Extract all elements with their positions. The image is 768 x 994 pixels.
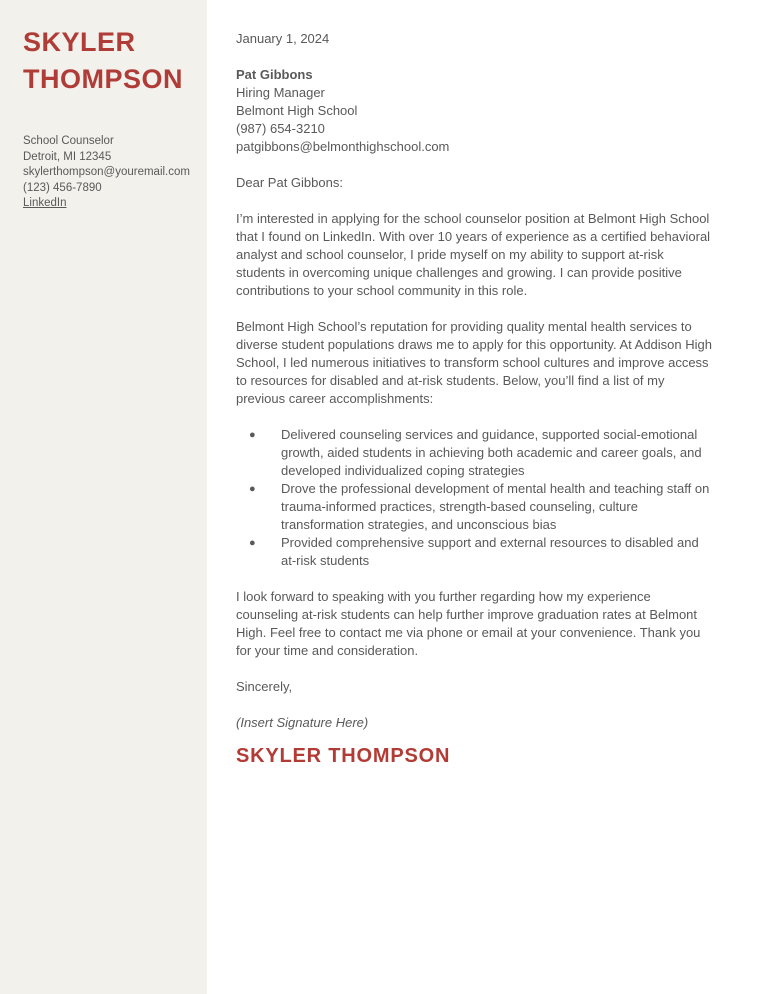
list-item: [236, 426, 715, 480]
contact-job-title: School Counselor: [23, 135, 114, 147]
recipient-company: Belmont High School: [236, 103, 358, 118]
list-item-text: Provided comprehensive support and external resources to disabled and at-risk students: [281, 535, 699, 568]
signature-placeholder: (Insert Signature Here): [236, 715, 369, 730]
recipient-title: Hiring Manager: [236, 85, 325, 100]
bullet-icon: ●: [249, 429, 256, 441]
candidate-name: [23, 24, 189, 98]
paragraph-intro: I’m interested in applying for the school counselor position at Belmont High School that I found on LinkedIn. With over 10 years of experience as a certified behavioral analyst and school counselor, I pride myself on my ability to support at-risk students in overcoming unique challenges and growing. I can provide positive contributions to your school community in this role.: [236, 211, 711, 298]
contact-block: [23, 134, 189, 212]
contact-location: Detroit, MI 12345: [23, 150, 112, 163]
letter-body: [207, 0, 768, 994]
list-item: [236, 534, 715, 570]
salutation: Dear Pat Gibbons:: [236, 175, 343, 190]
candidate-name-line1: SKYLER: [23, 27, 136, 57]
sidebar: [0, 0, 207, 994]
candidate-name-line2: THOMPSON: [23, 64, 184, 94]
contact-phone: (123) 456-7890: [23, 181, 102, 194]
bullet-icon: ●: [249, 537, 256, 549]
recipient-name: Pat Gibbons: [236, 67, 313, 82]
list-item-text: Drove the professional development of mental health and teaching staff on trauma-informed practices, strength-based counseling, culture transformation strategies, and unconscious bias: [281, 481, 710, 532]
list-item-text: Delivered counseling services and guidance, supported social-emotional growth, aided students in achieving both academic and career goals, and developed individualized coping strategies: [281, 427, 702, 478]
signature-name: SKYLER THOMPSON: [236, 745, 451, 767]
paragraph-closing: I look forward to speaking with you further regarding how my experience counseling at-risk students can help further improve graduation rates at Belmont High. Feel free to contact me via phone or email at your convenience. Thank you for your time and consideration.: [236, 589, 701, 658]
recipient-email: patgibbons@belmonthighschool.com: [236, 139, 450, 154]
signoff: Sincerely,: [236, 679, 293, 694]
paragraph-experience: Belmont High School’s reputation for providing quality mental health services to diverse student populations draws me to apply for this opportunity. At Addison High School, I led numerous initiatives to transform school cultures and improve access to resources for disabled and at-risk students. Below, you’ll find a list of my previous career accomplishments:: [236, 319, 712, 406]
letter-date: January 1, 2024: [236, 31, 330, 46]
linkedin-link[interactable]: LinkedIn: [23, 197, 67, 209]
contact-email: skylerthompson@youremail.com: [23, 166, 190, 178]
bullet-icon: ●: [249, 483, 256, 495]
recipient-block: [236, 66, 715, 156]
list-item: [236, 480, 715, 534]
recipient-phone: (987) 654-3210: [236, 121, 325, 136]
accomplishments-list: [236, 426, 715, 570]
